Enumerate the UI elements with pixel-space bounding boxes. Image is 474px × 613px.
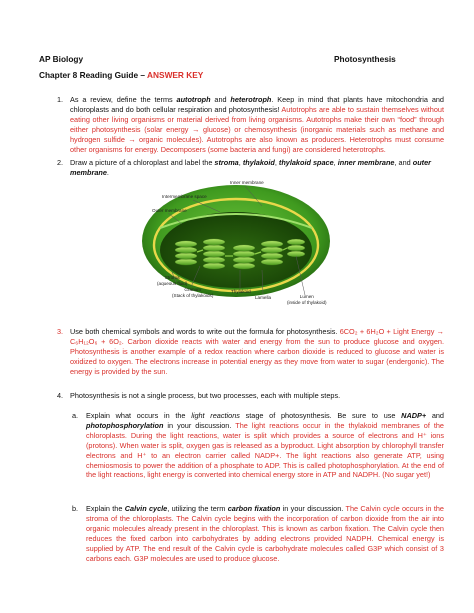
term-thylakoid-space: thylakoid space xyxy=(278,158,334,167)
q1-text-2: and xyxy=(210,95,231,104)
label-lamella: Lamella xyxy=(255,295,272,300)
q2-sep-2: , xyxy=(274,158,279,167)
question-4b xyxy=(86,504,444,563)
term-inner-membrane: inner membrane xyxy=(337,158,395,167)
question-1-number: 1. xyxy=(57,95,64,104)
label-stroma-line1: Stroma xyxy=(164,275,180,280)
question-4-number: 4. xyxy=(57,391,64,400)
term-carbon-fixation: carbon fixation xyxy=(227,504,281,513)
q4b-text-2: , utilizing the term xyxy=(167,504,228,513)
label-lumen-line1: Lumen xyxy=(299,294,314,299)
answer-key-label: ANSWER KEY xyxy=(147,70,204,80)
label-granum-line2: (Stack of thylakoids) xyxy=(172,292,214,298)
subtitle-text: Chapter 8 Reading Guide – xyxy=(39,70,148,80)
q4a-text-1: Explain what occurs in the xyxy=(86,411,192,420)
granum-stack xyxy=(203,239,225,269)
q4a-answer: The light reactions occur in the thylakoid membranes of the chloroplasts. During the light reactions, water is split which provides a source of electrons and H⁺ ions (protons). When water is split, oxygen gas is released as a byproduct. Light absorption by chlorophyll transfer electrons and H⁺ to an electron carrier called NADP+. The light reactions also generate ATP, using chemiosmosis to power the addition of a phosphate to ADP. This is called photophosphorylation. At the end of the light reactions, light energy is converted into chemical energy store in ATP and NADPH. (No sugar yet!) xyxy=(86,420,444,480)
topic-title: Photosynthesis xyxy=(334,54,396,64)
question-4a-letter: a. xyxy=(72,411,79,420)
course-title: AP Biology xyxy=(39,54,84,64)
label-granum-line1: Granum xyxy=(184,287,201,292)
label-stroma-line2: (aqueous fluid) xyxy=(157,280,188,286)
label-granum xyxy=(172,287,213,298)
q4b-answer: The Calvin cycle occurs in the stroma of the chloroplasts. The Calvin cycle begins with the incorporation of carbon dioxide from the air into organic molecules already present in the chloroplast. This is known as carbon fixation. The Calvin cycle then reduces the fixed carbon into carbohydrates by adding electrons provided NADPH. Chemical energy is supplied by ATP. The end result of the Calvin cycle is carbohydrate molecules called G3P which consist of 3 carbons each. G3P molecules are used to produce glucose. xyxy=(86,504,444,563)
term-calvin-cycle: Calvin cycle xyxy=(124,504,168,513)
label-thylakoid: Thylakoid xyxy=(231,289,251,294)
q4b-text-1: Explain the xyxy=(86,504,125,513)
term-thylakoid: thylakoid xyxy=(242,158,275,167)
q3-text: Use both chemical symbols and words to write out the formula for photosynthesis. xyxy=(70,327,340,336)
q4b-text-3: in your discussion. xyxy=(280,504,346,513)
q2-sep-1: , xyxy=(238,158,243,167)
granum-stack xyxy=(287,239,305,257)
label-inner-membrane: Inner membrane xyxy=(230,180,264,185)
question-3-number: 3. xyxy=(57,327,64,336)
q1-answer: Autotrophs are able to sustain themselves without eating other living organisms or material derived from living organisms. Autotrophs make their own “food” through either photosynthesis (solar energy → glucose) or chemosynthesis (inorganic materials such as methane and hydrogen sulfide → organic molecules). Autotrophs are also known as producers. Heterotrophs must consume other organisms for energy. Decomposers (some bacteria and fungi) are considered heterotrophs. xyxy=(70,104,445,154)
q4a-text-3: and xyxy=(426,411,444,420)
q1-text-3: . Keep in mind that plants have mitochondria and chloroplasts and do both cellular respiration and photosynthesis! xyxy=(70,95,444,114)
label-stroma xyxy=(157,275,187,286)
label-lumen-line2: (inside of thylakoid) xyxy=(287,299,327,305)
question-4: Photosynthesis is not a single process, but two processes, each with multiple steps. xyxy=(70,391,341,400)
question-2-number: 2. xyxy=(57,158,64,167)
q2-sep-3: , xyxy=(333,158,338,167)
question-4b-letter: b. xyxy=(72,504,79,513)
q3-answer: 6CO₂ + 6H₂O + Light Energy → C₆H₁₂O₆ + 6O₂. Carbon dioxide reacts with water and energy from the sun to produce glucose and oxygen. Photosynthesis is another example of a redox reaction where carbon dioxide is reduced to glucose and water is oxidized to oxygen. The electrons increase in potential energy as they move from water to sugar (endergonic). The energy is provided by the sun. xyxy=(70,327,444,376)
label-lumen xyxy=(287,294,327,305)
term-photophosphorylation: photophosphorylation xyxy=(86,420,164,430)
label-outer-membrane: Outer membrane xyxy=(152,208,187,213)
question-4a xyxy=(86,411,444,480)
term-heterotroph: heterotroph xyxy=(230,95,272,104)
term-nadp: NADP+ xyxy=(401,411,427,420)
term-autotroph: autotroph xyxy=(176,95,211,104)
q4a-text-2: stage of photosynthesis. Be sure to use xyxy=(239,411,402,420)
term-outer-membrane: outer membrane xyxy=(70,158,432,177)
q2-sep-5: . xyxy=(106,167,109,177)
q4a-text-4: in your discussion. xyxy=(163,420,236,430)
label-intermembrane-space: Intermembrane space xyxy=(162,194,207,199)
term-stroma: stroma xyxy=(214,158,239,167)
question-3 xyxy=(70,327,444,377)
q2-text-1: Draw a picture of a chloroplast and label the xyxy=(70,158,215,167)
term-light-reactions: light reactions xyxy=(191,411,240,420)
q1-text-1: As a review, define the terms xyxy=(70,95,177,104)
q2-sep-4: , and xyxy=(394,158,413,167)
